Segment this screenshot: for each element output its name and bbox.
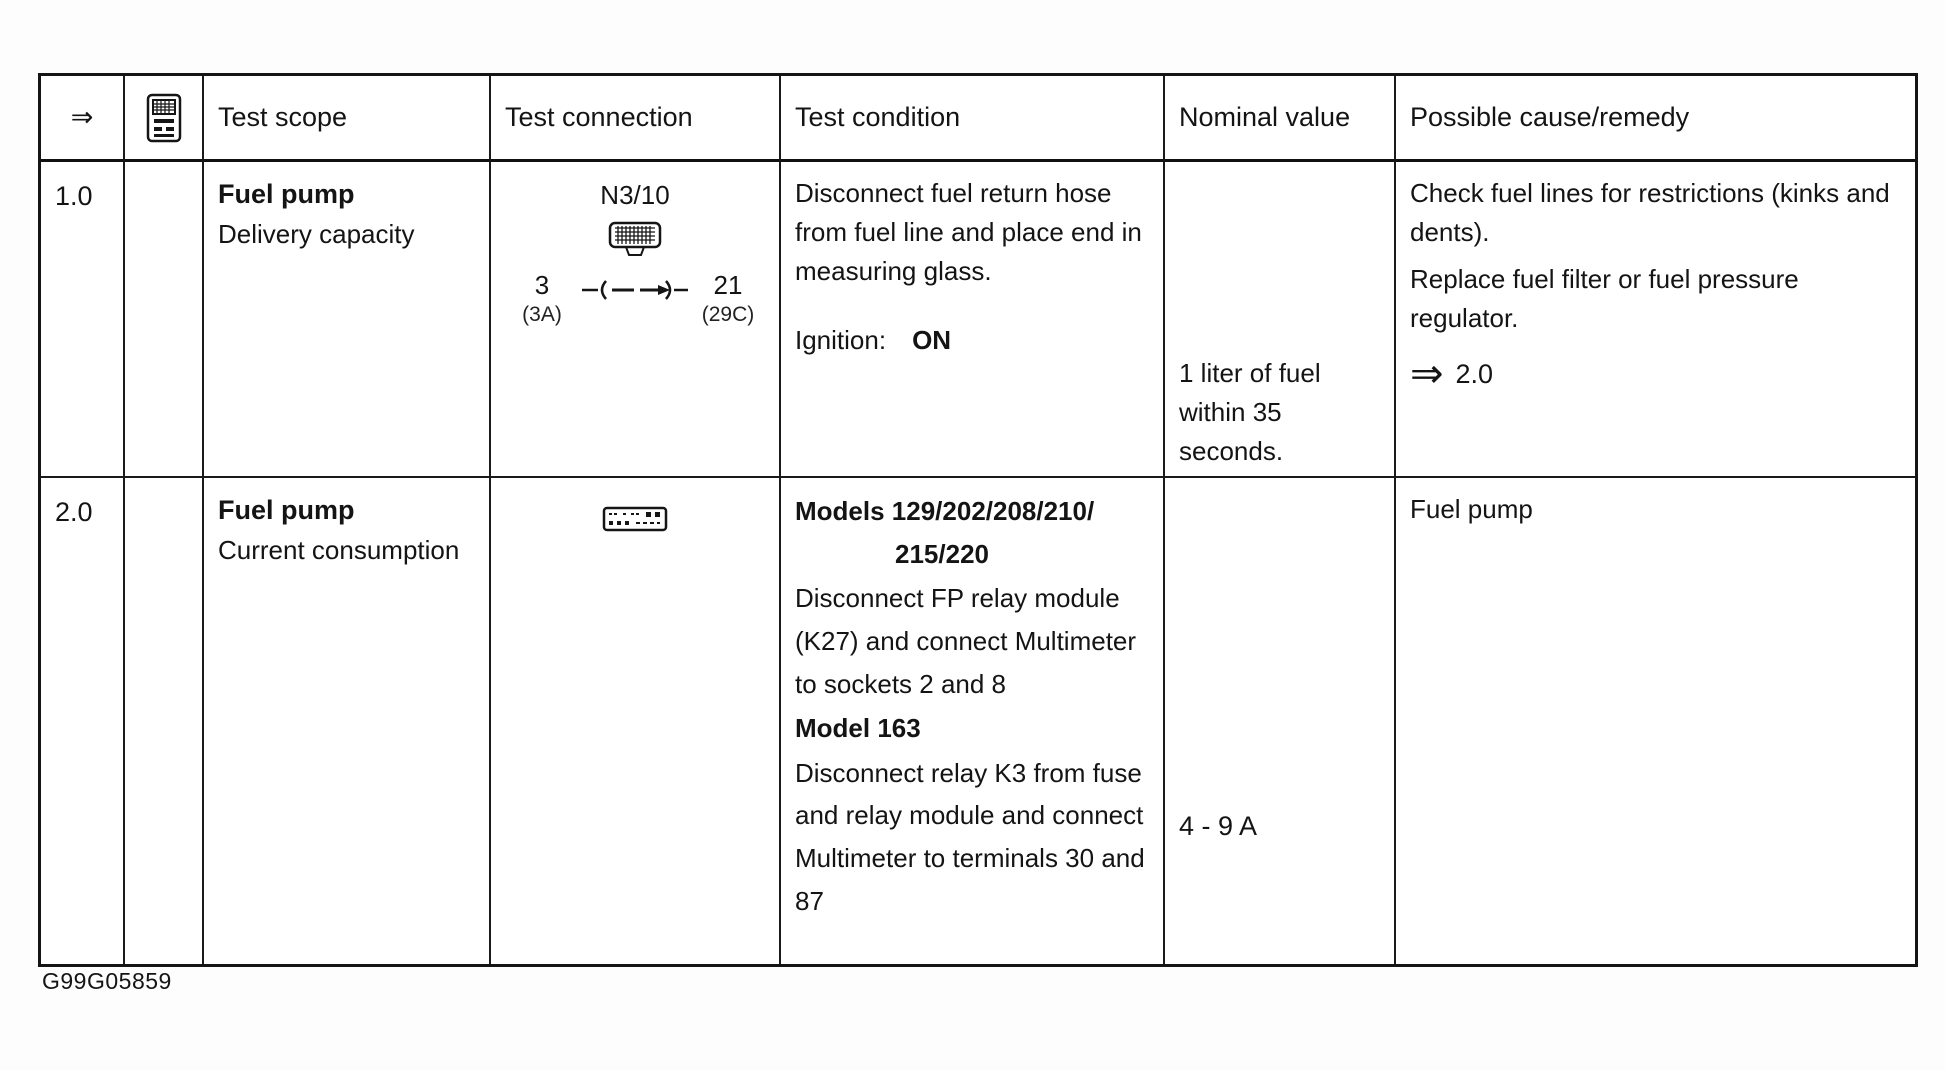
forward-arrow-icon: ⇒ (70, 102, 94, 133)
row2-tool-cell (125, 478, 204, 964)
row2-condition-text-2: Disconnect relay K3 from fuse and relay module and connect Multimeter to terminals 30 and 87 (795, 757, 1145, 916)
header-test-scope (204, 76, 491, 162)
header-possible-cause-label: Possible cause/remedy (1410, 102, 1690, 133)
figure-reference-code: G99G05859 (42, 968, 172, 994)
left-pin-socket: (3A) (522, 302, 562, 326)
row2-test-scope (204, 478, 491, 964)
header-test-connection (491, 76, 781, 162)
row2-scope-subtitle: Current consumption (218, 534, 460, 565)
row1-step-number: 1.0 (41, 162, 125, 478)
measurement-pins (505, 271, 765, 329)
left-pin (514, 271, 570, 329)
header-test-condition-label: Test condition (795, 102, 961, 133)
right-pin-socket: (29C) (701, 302, 755, 326)
row1-scope-subtitle: Delivery capacity (218, 218, 415, 249)
header-nominal-value-label: Nominal value (1179, 102, 1351, 133)
row2-scope-title: Fuel pump (218, 495, 355, 525)
header-tool-column (125, 76, 204, 162)
row2-remedy-text: Fuel pump (1410, 494, 1533, 524)
header-test-scope-label: Test scope (218, 102, 348, 133)
header-test-connection-label: Test connection (505, 102, 693, 133)
forward-arrow-icon: ⇒ (1410, 352, 1444, 397)
multimeter-icon (146, 93, 182, 143)
row1-test-condition (781, 162, 1165, 478)
row1-remedy-1: Check fuel lines for restrictions (kinks and dents). (1410, 178, 1890, 247)
models-heading-line2: 215/220 (895, 538, 989, 569)
row2-nominal-text: 4 - 9 A (1179, 811, 1258, 841)
right-pin (700, 271, 756, 329)
row2-nominal-value (1165, 478, 1396, 964)
right-pin-number: 21 (713, 270, 743, 300)
left-pin-number: 3 (534, 270, 550, 300)
header-step-column (41, 76, 125, 162)
row2-test-connection (491, 478, 781, 964)
models-heading-line1: Models 129/202/208/210/ (795, 496, 1095, 526)
row1-test-scope (204, 162, 491, 478)
row1-connector-label: N3/10 (600, 180, 670, 210)
model-163-heading: Model 163 (795, 713, 921, 744)
ignition-label: Ignition: (795, 325, 887, 355)
row1-scope-title: Fuel pump (218, 179, 355, 209)
test-procedure-table (38, 73, 1918, 967)
multimeter-display-icon (505, 490, 765, 534)
measure-link-icon (580, 279, 690, 301)
row1-possible-cause (1396, 162, 1915, 478)
row2-possible-cause (1396, 478, 1915, 964)
row1-next-step-reference (1410, 354, 1901, 395)
header-nominal-value (1165, 76, 1396, 162)
header-test-condition (781, 76, 1165, 162)
row1-nominal-text: 1 liter of fuel within 35 seconds. (1179, 358, 1321, 466)
row1-condition-text: Disconnect fuel return hose from fuel line and place end in measuring glass. (795, 178, 1142, 286)
row2-condition-text-1: Disconnect FP relay module (K27) and connect Multimeter to sockets 2 and 8 (795, 583, 1137, 699)
row1-tool-cell (125, 162, 204, 478)
row1-ignition-line (795, 321, 1149, 360)
header-possible-cause (1396, 76, 1915, 162)
row1-nominal-value (1165, 162, 1396, 478)
connector-plug-icon (600, 221, 670, 261)
ignition-state: ON (912, 325, 952, 355)
next-step-number: 2.0 (1455, 359, 1494, 389)
row2-step-number: 2.0 (41, 478, 125, 964)
row1-remedy-2: Replace fuel filter or fuel pressure regulator. (1410, 264, 1799, 333)
row1-test-connection (491, 162, 781, 478)
row2-test-condition (781, 478, 1165, 964)
